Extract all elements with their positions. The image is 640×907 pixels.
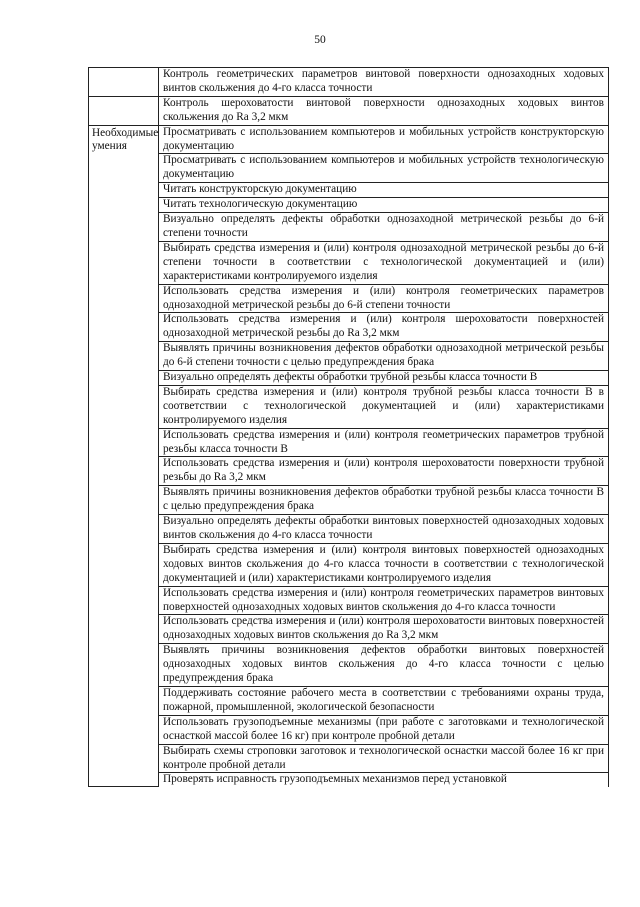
row-text: Использовать средства измерения и (или) контроля шероховатости поверхностей однозаходной метрической резьбы до Ra 3,2 мкм <box>159 313 609 341</box>
table-row <box>159 183 609 198</box>
row-text: Читать конструкторскую документацию <box>159 183 609 197</box>
row-text: Просматривать с использованием компьютеров и мобильных устройств конструкторскую документацию <box>159 126 609 154</box>
table-row <box>159 644 609 687</box>
row-text: Поддерживать состояние рабочего места в соответствии с требованиями охраны труда, пожарной, промышленной, экологической безопасности <box>159 687 609 715</box>
table-row <box>159 515 609 544</box>
table-row <box>159 587 609 616</box>
row-text: Выбирать средства измерения и (или) контроля трубной резьбы класса точности В в соответствии с технологической документацией и (или) характеристиками контролируемого изделия <box>159 386 609 428</box>
row-text: Выявлять причины возникновения дефектов обработки трубной резьбы класса точности В с целью предупреждения брака <box>159 486 609 514</box>
row-text: Использовать грузоподъемные механизмы (при работе с заготовками и технологической оснасткой массой более 16 кг) при контроле пробной детали <box>159 716 609 744</box>
table-row <box>159 213 609 242</box>
table-row <box>159 745 609 774</box>
table-row <box>159 615 609 644</box>
row-text: Просматривать с использованием компьютеров и мобильных устройств технологическую документацию <box>159 154 609 182</box>
skills-list <box>159 126 609 788</box>
page-number: 50 <box>314 34 326 46</box>
table-row <box>159 386 609 429</box>
row-text: Контроль шероховатости винтовой поверхности однозаходных ходовых винтов скольжения до Ra 3,2 мкм <box>159 97 609 125</box>
row-text: Использовать средства измерения и (или) контроля шероховатости поверхности трубной резьбы до Ra 3,2 мкм <box>159 457 609 485</box>
row-text: Выявлять причины возникновения дефектов обработки винтовых поверхностей однозаходных ходовых винтов скольжения до 4-го класса точности с целью предупреждения брака <box>159 644 609 686</box>
table-row <box>159 242 609 285</box>
row-text: Контроль геометрических параметров винтовой поверхности однозаходных ходовых винтов скольжения до 4-го класса точности <box>159 68 609 96</box>
table-row <box>89 68 609 97</box>
row-text: Читать технологическую документацию <box>159 198 609 212</box>
table-row <box>159 126 609 155</box>
row-text: Использовать средства измерения и (или) контроля геометрических параметров однозаходной метрической резьбы до 6-й степени точности <box>159 285 609 313</box>
table-row <box>159 486 609 515</box>
section-label-required-skills: Необходимые умения <box>89 126 159 788</box>
table-row <box>159 716 609 745</box>
table-row <box>159 371 609 386</box>
table-row <box>159 687 609 716</box>
row-label <box>89 68 159 96</box>
requirements-table <box>88 67 609 787</box>
skills-section <box>89 126 609 788</box>
row-text: Выявлять причины возникновения дефектов обработки однозаходной метрической резьбы до 6-й степени точности с целью предупреждения брака <box>159 342 609 370</box>
row-text: Выбирать средства измерения и (или) контроля однозаходной метрической резьбы до 6-й степени точности в соответствии с технологической документацией и (или) характеристиками контролируемого изделия <box>159 242 609 284</box>
row-text: Визуально определять дефекты обработки винтовых поверхностей однозаходных ходовых винтов скольжения до 4-го класса точности <box>159 515 609 543</box>
table-row <box>159 198 609 213</box>
table-row <box>159 285 609 314</box>
table-row <box>159 429 609 458</box>
row-text: Использовать средства измерения и (или) контроля геометрических параметров трубной резьбы класса точности В <box>159 429 609 457</box>
table-row <box>159 154 609 183</box>
row-text: Проверять исправность грузоподъемных механизмов перед установкой <box>159 773 609 787</box>
row-label <box>89 97 159 125</box>
table-row <box>159 313 609 342</box>
row-text: Выбирать средства измерения и (или) контроля винтовых поверхностей однозаходных ходовых винтов скольжения до 4-го класса точности в соответствии с технологической документацией и (или) характеристиками контролируемого изделия <box>159 544 609 586</box>
table-row <box>159 773 609 787</box>
row-text: Выбирать схемы строповки заготовок и технологической оснастки массой более 16 кг при контроле пробной детали <box>159 745 609 773</box>
row-text: Визуально определять дефекты обработки трубной резьбы класса точности В <box>159 371 609 385</box>
table-row <box>159 457 609 486</box>
table-row <box>159 544 609 587</box>
row-text: Использовать средства измерения и (или) контроля геометрических параметров винтовых поверхностей однозаходных ходовых винтов скольжения до 4-го класса точности <box>159 587 609 615</box>
table-row <box>89 97 609 126</box>
row-text: Использовать средства измерения и (или) контроля шероховатости винтовых поверхностей однозаходных ходовых винтов скольжения до Ra 3,2 мкм <box>159 615 609 643</box>
row-text: Визуально определять дефекты обработки однозаходной метрической резьбы до 6-й степени точности <box>159 213 609 241</box>
table-row <box>159 342 609 371</box>
